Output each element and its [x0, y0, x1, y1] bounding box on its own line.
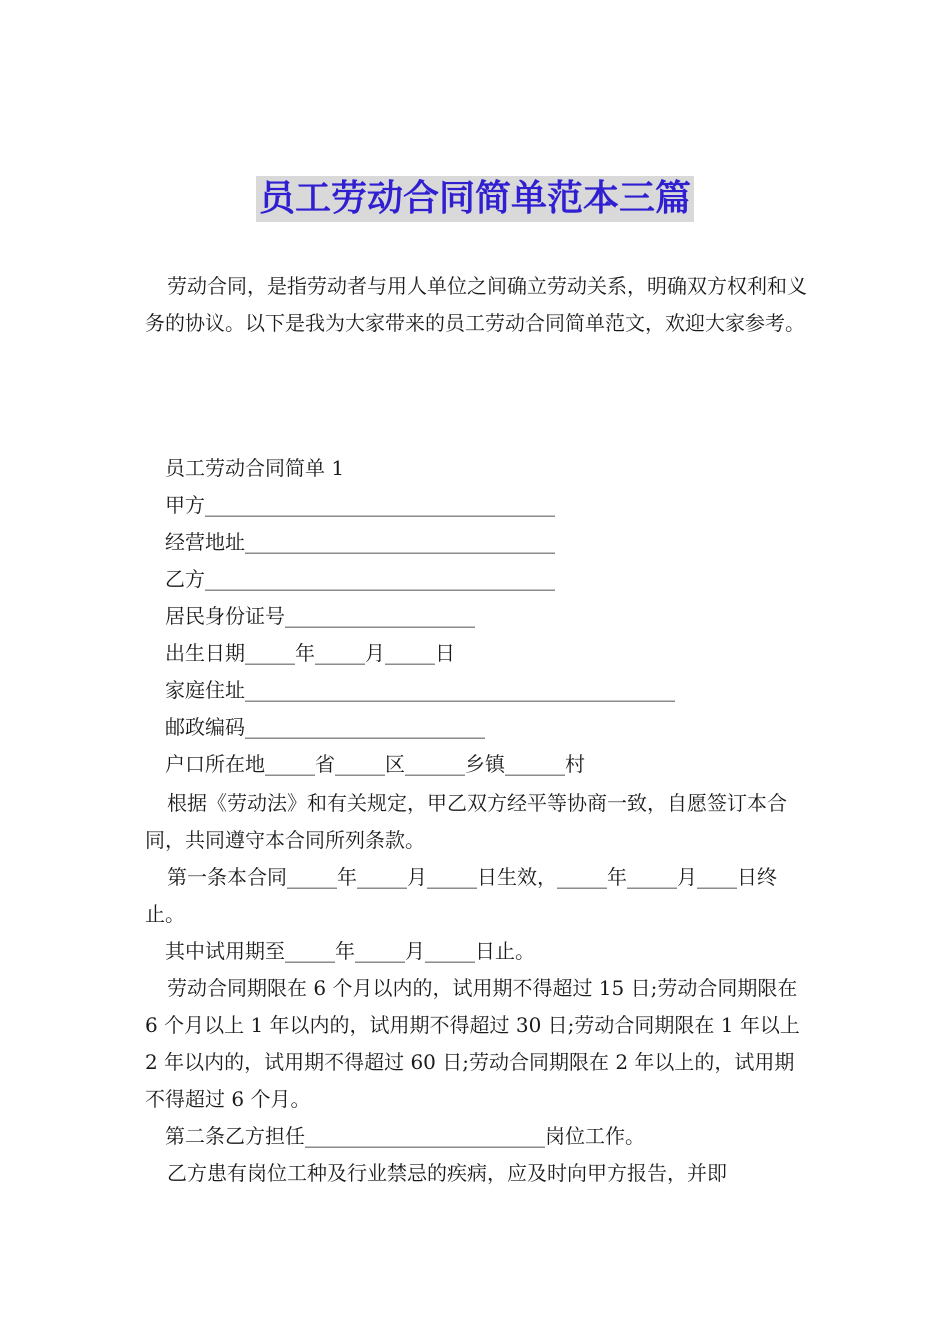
paragraph-basis: 根据《劳动法》和有关规定，甲乙双方经平等协商一致，自愿签订本合同，共同遵守本合同所列条款。 — [145, 791, 787, 852]
intro-paragraph: 劳动合同，是指劳动者与用人单位之间确立劳动关系，明确双方权利和义务的协议。以下是我为大家带来的员工劳动合同简单范文，欢迎大家参考。 — [145, 274, 807, 335]
field-party-a: 甲方___________________________________ — [165, 493, 555, 517]
section-heading: 员工劳动合同简单 1 — [165, 456, 345, 480]
field-home-address: 家庭住址___________________________________________ — [165, 678, 675, 702]
paragraph-disease: 乙方患有岗位工种及行业禁忌的疾病，应及时向甲方报告，并即 — [167, 1161, 727, 1185]
paragraph-probation: 其中试用期至_____年_____月_____日止。 — [165, 939, 535, 963]
field-postal-code: 邮政编码________________________ — [165, 715, 485, 739]
field-party-b: 乙方___________________________________ — [165, 567, 555, 591]
document-title: 员工劳动合同简单范本三篇 — [256, 176, 694, 222]
paragraph-article2: 第二条乙方担任________________________岗位工作。 — [165, 1124, 645, 1148]
title-container — [0, 176, 950, 222]
paragraph-probation-rules: 劳动合同期限在 6 个月以内的，试用期不得超过 15 日;劳动合同期限在 6 个月以上 1 年以内的，试用期不得超过 30 日;劳动合同期限在 1 年以上 2 年以内的，试用期不得超过 60 日;劳动合同期限在 2 年以上的，试用期不得超过 6 个月。 — [145, 976, 800, 1111]
field-birth-date: 出生日期_____年_____月_____日 — [165, 641, 455, 665]
paragraph-article1: 第一条本合同_____年_____月_____日生效，_____年_____月____日终止。 — [145, 865, 777, 926]
field-business-address: 经营地址_______________________________ — [165, 530, 555, 554]
field-id-number: 居民身份证号___________________ — [165, 604, 475, 628]
field-hukou: 户口所在地_____省_____区______乡镇______村 — [165, 752, 585, 776]
